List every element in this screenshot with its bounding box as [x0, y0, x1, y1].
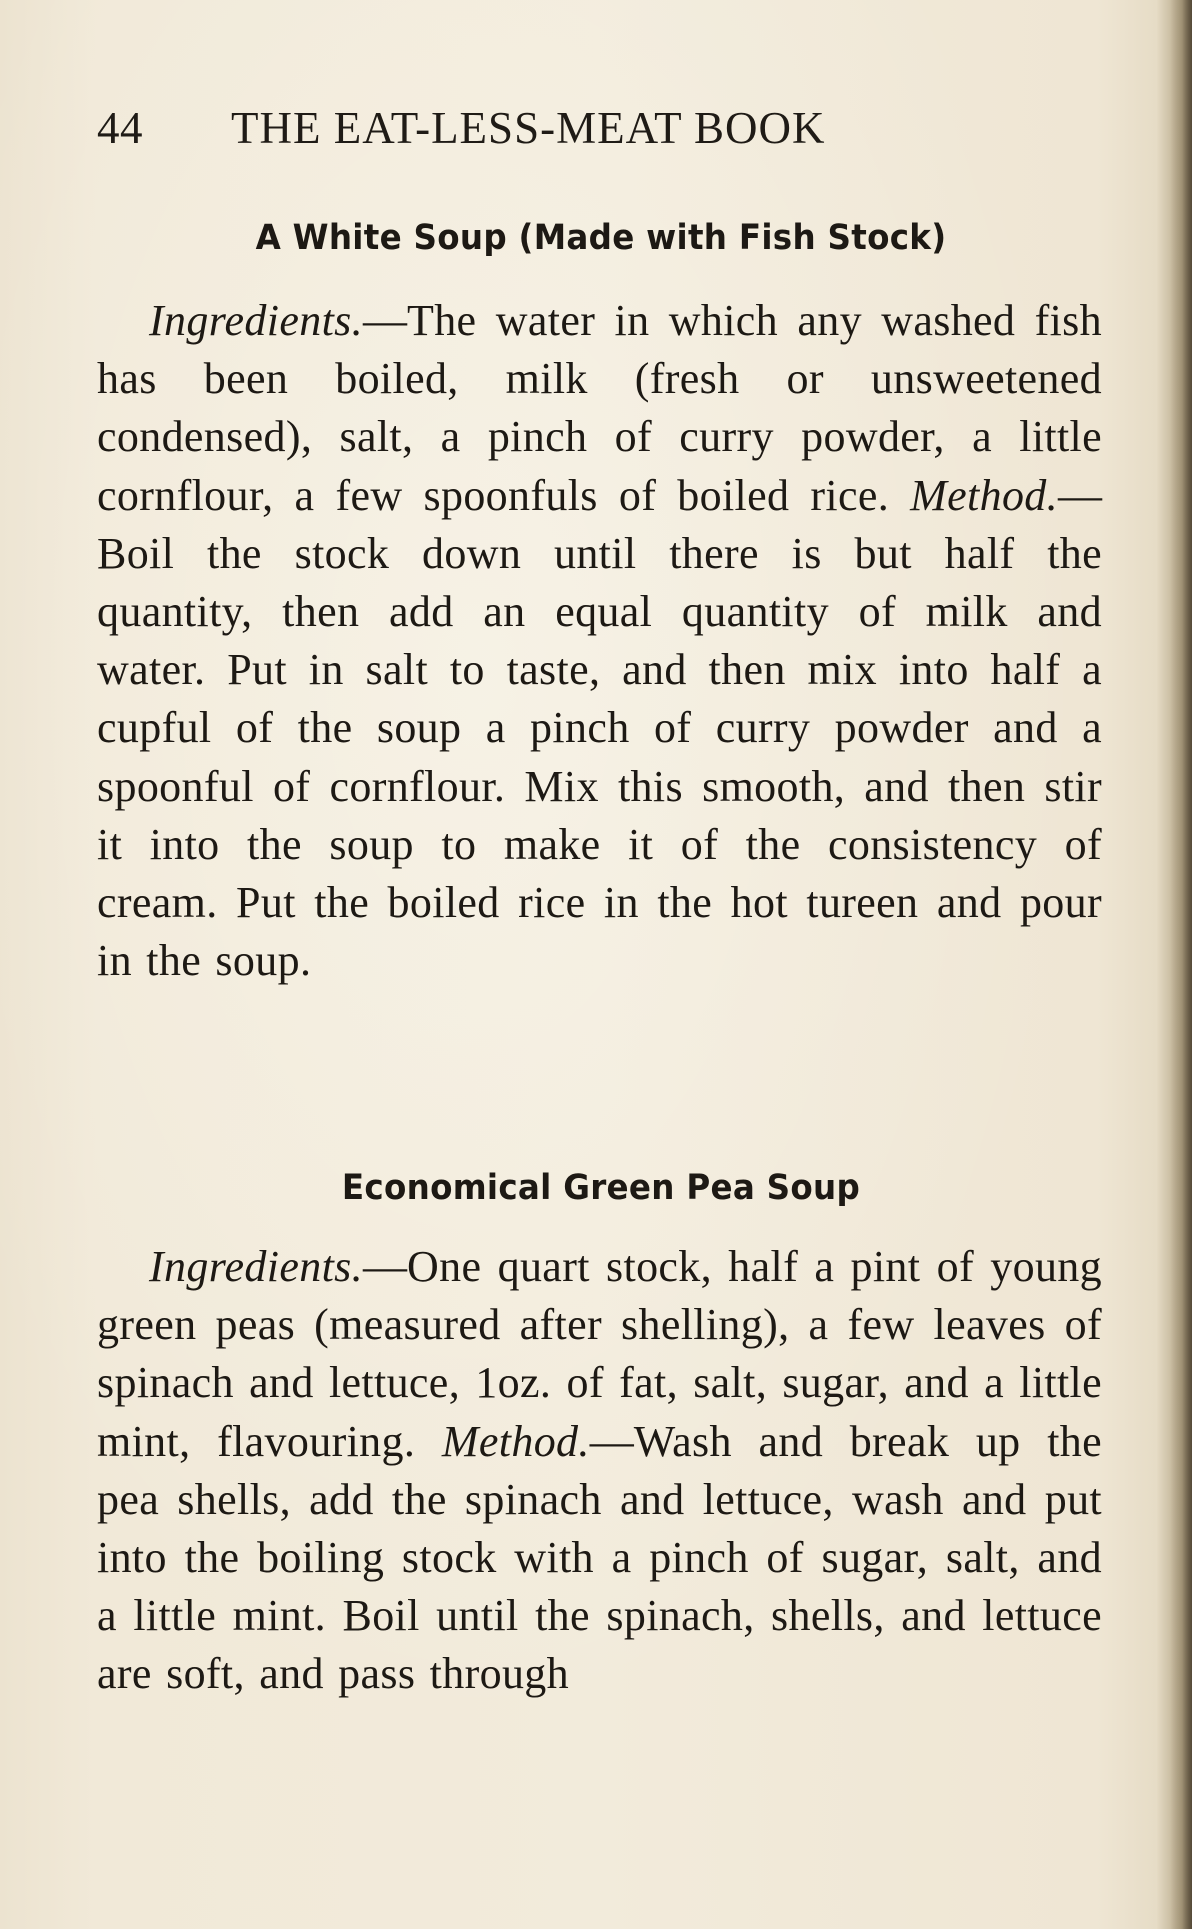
method-text: Boil the stock down until there is but half the quantity, then add an equal quantity of milk and water. Put in salt to taste, and then mix into half a cupful of the soup a pinch of curry powder and a spoonful of cornflour. Mix this smooth, and then stir it into the soup to make it of the consistency of cream. Put the boiled rice in the hot tureen and pour in the soup.: [97, 528, 1102, 986]
ingredients-text: The water in which any washed fish has been boiled, milk (fresh or unsweetened condensed), salt, a pinch of curry powder, a little cornflour, a few spoonfuls of boiled rice.: [97, 296, 1102, 520]
book-title: THE EAT-LESS-MEAT BOOK: [231, 103, 826, 153]
ingredients-text: One quart stock, half a pint of young green peas (measured after shelling), a few leaves of spinach and lettuce, 1oz. of fat, salt, sugar, and a little mint, flavouring.: [97, 1242, 1102, 1466]
page-edge-shadow: [1170, 0, 1192, 1929]
em-dash: —: [589, 1416, 634, 1466]
em-dash: —: [1058, 470, 1102, 520]
recipe-body-green-pea-soup: [97, 1238, 1102, 1704]
recipe-title-green-pea-soup: Economical Green Pea Soup: [341, 1168, 861, 1208]
method-label: Method.: [441, 1416, 590, 1466]
em-dash: —: [362, 1242, 407, 1291]
em-dash: —: [362, 296, 407, 345]
method-text: Wash and break up the pea shells, add the spinach and lettuce, wash and put into the boiling stock with a pinch of sugar, salt, and a little mint. Boil until the spinach, shells, and lettuce are soft, and pass through: [97, 1416, 1102, 1699]
ingredients-label: Ingredients.: [149, 1242, 363, 1291]
method-label: Method.: [910, 470, 1058, 520]
ingredients-label: Ingredients.: [149, 296, 363, 345]
running-head: [97, 102, 1017, 162]
recipe-title-white-soup: A White Soup (Made with Fish Stock): [255, 218, 947, 258]
recipe-body-white-soup: [97, 292, 1102, 990]
page-number: 44: [97, 103, 143, 153]
